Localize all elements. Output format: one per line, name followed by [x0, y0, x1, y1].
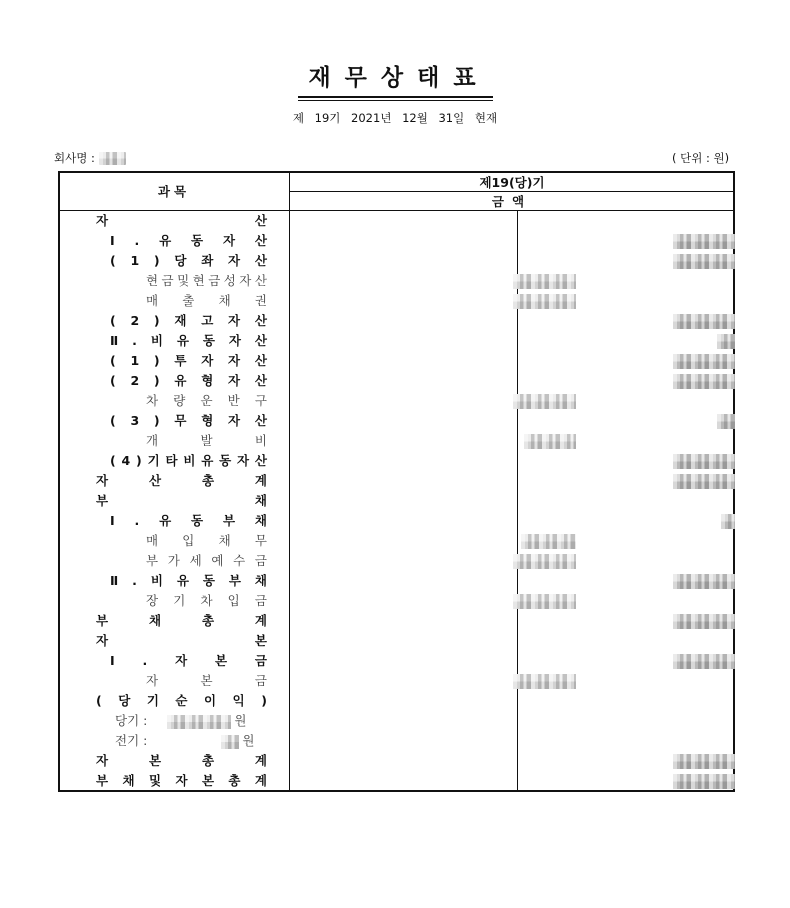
redacted-amount-total — [673, 314, 735, 329]
redacted-amount-total — [673, 234, 735, 249]
table-row — [59, 751, 735, 771]
row-label: 개 발 비 — [146, 433, 267, 448]
header-amount: 금액 — [491, 194, 533, 209]
table-row — [59, 511, 735, 531]
redacted-amount-detail — [513, 294, 576, 309]
redacted-amount-detail — [524, 434, 576, 449]
row-label: 자 본 — [96, 633, 267, 648]
row-label: 부 가 세 예 수 금 — [146, 553, 267, 568]
header-account: 과목 — [157, 184, 191, 199]
redacted-amount-total — [673, 454, 735, 469]
redacted-amount-total — [673, 574, 735, 589]
row-label: ( 당 기 순 이 익 ) — [96, 693, 267, 708]
net-income-line — [115, 732, 254, 750]
table-row — [59, 571, 735, 591]
table-row — [59, 671, 735, 691]
unit-label: ( 단위 : 원) — [672, 151, 730, 165]
table-row — [59, 411, 735, 431]
table-row — [59, 651, 735, 671]
row-label: Ⅰ . 자 본 금 — [110, 653, 267, 668]
redacted-amount-total — [717, 414, 735, 429]
table-row — [59, 271, 735, 291]
redacted-amount-detail — [513, 394, 576, 409]
table-row — [59, 291, 735, 311]
table-row — [59, 531, 735, 551]
redacted-amount-total — [673, 354, 735, 369]
table-row — [59, 491, 735, 511]
table-row — [59, 471, 735, 491]
redacted-amount — [167, 715, 231, 729]
row-label: 전기 : — [115, 733, 148, 748]
table-row — [59, 431, 735, 451]
document-title: 재무상태표 — [308, 65, 490, 91]
redacted-amount-total — [673, 754, 735, 769]
table-row — [59, 331, 735, 351]
table-row — [59, 611, 735, 631]
table-row — [59, 391, 735, 411]
company-name-line — [54, 151, 126, 165]
redacted-amount-total — [673, 474, 735, 489]
row-label: ( 1 ) 당 좌 자 산 — [110, 253, 267, 268]
row-label: 자 산 — [96, 213, 267, 228]
redacted-amount — [221, 735, 239, 749]
row-label: Ⅰ . 유 동 자 산 — [110, 233, 267, 248]
redacted-amount-detail — [513, 594, 576, 609]
redacted-amount-detail — [513, 554, 576, 569]
row-label: ( 2 ) 유 형 자 산 — [110, 373, 267, 388]
row-label: 현 금 및 현 금 성 자 산 — [146, 273, 267, 288]
table-row — [59, 231, 735, 251]
row-label: 자 본 금 — [146, 673, 267, 688]
redacted-amount-total — [721, 514, 735, 529]
period-date-line: 제 19기 2021년 12월 31일 현재 — [292, 111, 498, 125]
row-label: 매 출 채 권 — [146, 293, 267, 308]
table-row — [59, 631, 735, 651]
redacted-company-name — [99, 152, 126, 165]
row-label: ( 1 ) 투 자 자 산 — [110, 353, 267, 368]
row-label: 부 채 총 계 — [96, 613, 267, 628]
redacted-amount-total — [717, 334, 735, 349]
redacted-amount-total — [673, 614, 735, 629]
table-row — [59, 211, 735, 231]
table-row — [59, 591, 735, 611]
row-label: 부 채 — [96, 493, 267, 508]
table-row — [59, 731, 735, 751]
company-label: 회사명 : — [54, 151, 95, 165]
row-label: 차 량 운 반 구 — [146, 393, 267, 408]
redacted-amount-total — [673, 254, 735, 269]
redacted-amount-detail — [513, 274, 576, 289]
table-row — [59, 711, 735, 731]
redacted-amount-total — [673, 374, 735, 389]
net-income-line — [115, 712, 246, 730]
row-label: ( 3 ) 무 형 자 산 — [110, 413, 267, 428]
row-label: 매 입 채 무 — [146, 533, 267, 548]
row-unit: 원 — [234, 713, 247, 728]
row-label: Ⅱ . 비 유 동 부 채 — [110, 573, 267, 588]
row-label: 장 기 차 입 금 — [146, 593, 267, 608]
table-row — [59, 771, 735, 791]
redacted-amount-detail — [521, 534, 576, 549]
table-row — [59, 371, 735, 391]
row-label: 부 채 및 자 본 총 계 — [96, 773, 267, 788]
row-label: 자 산 총 계 — [96, 473, 267, 488]
table-row — [59, 311, 735, 331]
row-label: ( 4 ) 기 타 비 유 동 자 산 — [110, 453, 267, 468]
table-row — [59, 251, 735, 271]
redacted-amount-total — [673, 774, 735, 789]
table-row — [59, 351, 735, 371]
row-label: Ⅰ . 유 동 부 채 — [110, 513, 267, 528]
header-period: 제19(당)기 — [479, 174, 545, 190]
table-row — [59, 691, 735, 711]
row-label: Ⅱ . 비 유 동 자 산 — [110, 333, 267, 348]
row-unit: 원 — [242, 733, 255, 748]
redacted-amount-detail — [513, 674, 576, 689]
row-label: 자 본 총 계 — [96, 753, 267, 768]
row-label: 당기 : — [115, 713, 148, 728]
table-row — [59, 551, 735, 571]
redacted-amount-total — [673, 654, 735, 669]
row-label: ( 2 ) 재 고 자 산 — [110, 313, 267, 328]
title-underline-thin — [298, 100, 493, 101]
title-underline — [298, 96, 493, 98]
table-row — [59, 451, 735, 471]
